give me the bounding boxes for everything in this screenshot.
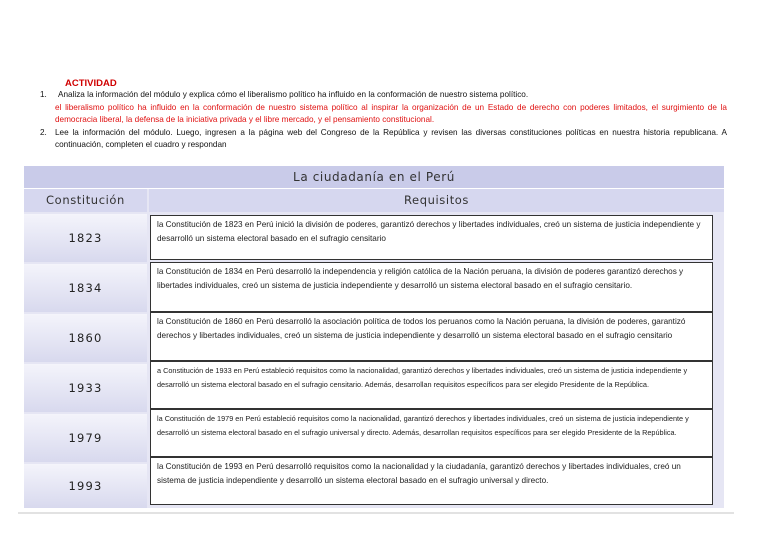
- column-header-constitucion: Constitución: [24, 189, 147, 212]
- question-2-text: Lee la información del módulo. Luego, ingresen a la página web del Congreso de la República y revisen las diversas constituciones políticas en nuestra historia republicana. A continuación, completen el cuadro y respondan: [55, 128, 727, 149]
- page-divider: [18, 512, 734, 514]
- year-cell: 1993: [24, 464, 147, 508]
- year-cell: 1979: [24, 414, 147, 462]
- requirements-cell[interactable]: la Constitución de 1834 en Perú desarrolló la independencia y religión católica de la Nación peruana, la división de poderes garantizó derechos y libertades individuales, creó un sistema de justicia independiente y desarrolló un sistema electoral basado en el sufragio censitario.: [150, 262, 713, 312]
- requirements-cell[interactable]: la Constitución de 1979 en Perú estableció requisitos como la nacionalidad, garantizó derechos y libertades individuales, creó un sistema de justicia independiente y desarrolló un sistema electoral basado en el sufragio universal y directo. Además, desarrollan requisitos específicos para ser elegido Presidente de la República.: [150, 409, 713, 457]
- table-title: La ciudadanía en el Perú: [24, 166, 724, 189]
- requirements-cell[interactable]: la Constitución de 1993 en Perú desarrolló requisitos como la nacionalidad y la ciudadanía, garantizó derechos y libertades individuales, creó un sistema de justicia independiente y desarrolló un sistema electoral basado en el sufragio universal y directo.: [150, 457, 713, 505]
- question-1-number: 1.: [40, 90, 47, 99]
- requirements-cell[interactable]: la Constitución de 1823 en Perú inició la división de poderes, garantizó derechos y libertades individuales, creó un sistema de justicia independiente y desarrolló un sistema electoral basado en el sufragio censitario: [150, 215, 713, 260]
- question-2-number: 2.: [40, 128, 47, 137]
- year-cell: 1834: [24, 264, 147, 312]
- question-1-text: Analiza la información del módulo y explica cómo el liberalismo político ha influido en la conformación de nuestro sistema político.: [58, 90, 529, 99]
- activity-heading: ACTIVIDAD: [65, 78, 117, 89]
- question-1-answer: el liberalismo político ha influido en la conformación de nuestro sistema político al inspirar la organización de un Estado de derecho con poderes limitados, el surgimiento de la democracia liberal, la defensa de la iniciativa privada y el libre mercado, y el pensamiento constitucional.: [55, 103, 727, 124]
- year-cell: 1860: [24, 314, 147, 362]
- requirements-cell[interactable]: a Constitución de 1933 en Perú estableció requisitos como la nacionalidad, garantizó derechos y libertades individuales, creó un sistema de justicia independiente y desarrolló un sistema electoral basado en el sufragio censitario. Además, desarrollan requisitos específicos para ser elegido Presidente de la República.: [150, 361, 713, 409]
- citizenship-table: [24, 166, 724, 508]
- year-cell: 1933: [24, 364, 147, 412]
- column-header-requisitos: Requisitos: [149, 189, 724, 212]
- requirements-cell[interactable]: la Constitución de 1860 en Perú desarrolló la asociación política de todos los peruanos como la Nación peruana, la división de poderes, garantizó derechos y libertades individuales, creó un sistema de justicia independiente y desarrolló un sistema electoral basado en el sufragio censitario: [150, 312, 713, 361]
- year-cell: 1823: [24, 214, 147, 262]
